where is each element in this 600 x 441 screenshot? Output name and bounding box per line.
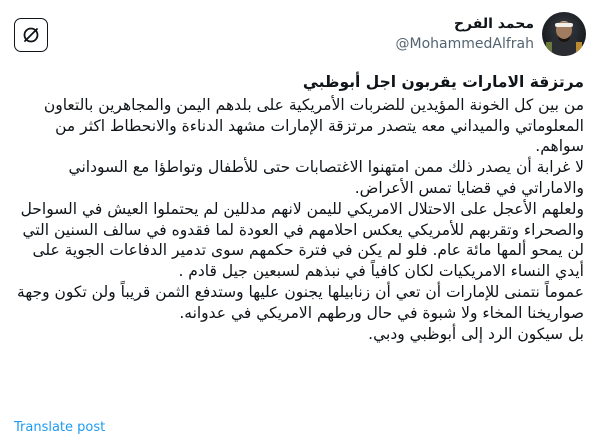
post-paragraph-3: ولعلهم الأعجل على الاحتلال الامريكي لليمن لانهم مدللين لم يحتملوا العيش في السواحل والصحراء وتقربهم للأمريكي يعكس احلامهم في العودة لما فقدوه في سالف السنين التي لن يمحو ألمها مائة عام. فلو لم يكن في فترة حكمهم سوى تدمير الدفاعات الجوية على أيدي النساء الامريكيات لكان كافياً في نبذهم لسبعين جيل قادم . bbox=[20, 199, 584, 281]
null-circle-icon bbox=[21, 25, 41, 45]
author-info[interactable] bbox=[396, 14, 534, 54]
author-handle[interactable]: @MohammedAlfrah bbox=[395, 36, 534, 52]
platform-logo-button[interactable] bbox=[14, 18, 48, 52]
post-paragraph-2: لا غرابة أن يصدر ذلك ممن امتهنوا الاغتصابات حتى للأطفال وتواطؤا مع السوداني والاماراتي في قضايا تمس الأعراض. bbox=[68, 158, 584, 197]
post-paragraph-5: بل سيكون الرد إلى أبوظبي ودبي. bbox=[368, 324, 584, 343]
post-title: مرتزقة الامارات يقربون اجل أبوظبي bbox=[302, 73, 584, 91]
post-paragraph-1: من بين كل الخونة المؤيدين للضربات الأمريكية على بلدهم اليمن والمجاهرين بالتعاون المعلوماتي والميداني معه يتصدر مرتزقة الإمارات مشهد الدناءة والانحطاط اكثر من سواهم. bbox=[43, 95, 584, 156]
profile-avatar-icon bbox=[542, 12, 586, 56]
post-content bbox=[16, 72, 584, 344]
post-paragraph-4: عموماً نتمنى للإمارات أن تعي أن زنابيلها يجنون عليها وستدفع الثمن قريباً ولن تكون وجهة صواريخنا المخاء ولا شبوة في حال ورطهم الامريكي في عدوانه. bbox=[17, 282, 584, 322]
author-name[interactable]: محمد الفرح bbox=[453, 16, 534, 32]
translate-post-link[interactable]: Translate post bbox=[14, 420, 106, 435]
post-header bbox=[14, 12, 586, 64]
avatar[interactable] bbox=[542, 12, 586, 56]
